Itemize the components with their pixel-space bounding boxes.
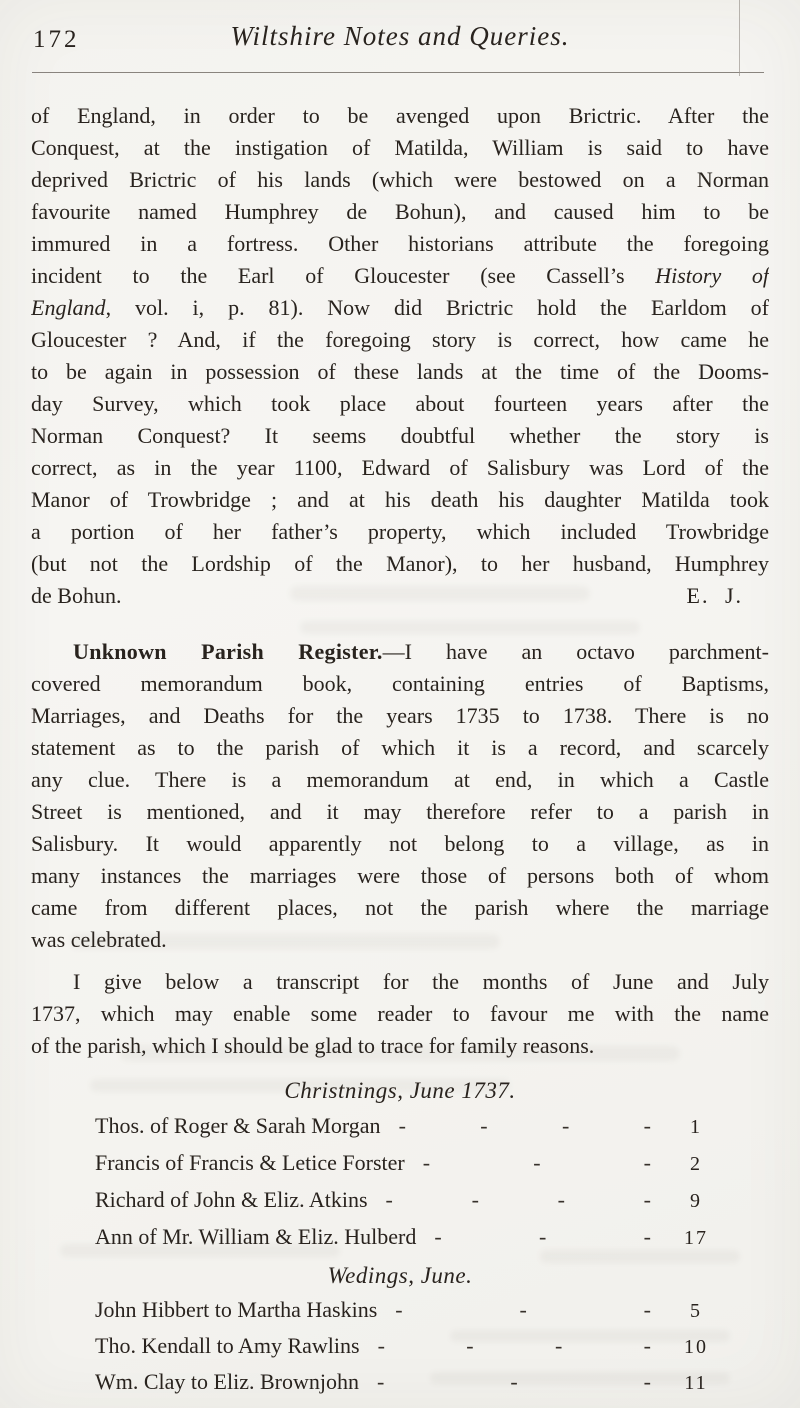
text-line: statement as to the parish of which it is a record, and scarcely <box>31 735 769 760</box>
text-line <box>31 260 769 292</box>
text-line: de Bohun. <box>31 583 122 608</box>
text-line: immured in a fortress. Other historians attribute the foregoing <box>31 231 769 256</box>
dash-leader: - - - <box>434 1224 651 1249</box>
wedings-list <box>95 1292 721 1400</box>
text-line: Conquest, at the instigation of Matilda, William is said to have <box>31 135 769 160</box>
text-line: favourite named Humphrey de Bohun), and caused him to be <box>31 199 769 224</box>
paragraph-lines <box>31 100 769 260</box>
dash-leader: - - - <box>422 1150 651 1175</box>
text-line: Norman Conquest? It seems doubtful whether the story is <box>31 423 769 448</box>
text-line <box>31 292 769 324</box>
text-line: covered memorandum book, containing entries of Baptisms, <box>31 671 769 696</box>
text-line: to be again in possession of these lands at the time of the Dooms- <box>31 359 769 384</box>
text-line: 1737, which may enable some reader to favour me with the name <box>31 1001 769 1026</box>
header-rule <box>32 72 764 73</box>
christnings-heading: Christnings, June 1737. <box>284 1078 516 1103</box>
entry-day-number: 10 <box>684 1336 708 1358</box>
register-row <box>95 1328 721 1364</box>
line-segment: —I have an octavo parchment- <box>382 639 769 664</box>
text-line: day Survey, which took place about fourteen years after the <box>31 391 769 416</box>
paragraph-lead-line <box>31 636 769 668</box>
register-row <box>95 1144 721 1181</box>
text-line: came from different places, not the parish where the marriage <box>31 895 769 920</box>
text-line: I give below a transcript for the months of June and July <box>73 969 769 994</box>
entry-name: Richard of John & Eliz. Atkins <box>95 1187 368 1212</box>
entry-day-number: 5 <box>690 1300 702 1322</box>
text-line: Gloucester ? And, if the foregoing story is correct, how came he <box>31 327 769 352</box>
register-row <box>95 1218 721 1255</box>
text-line: Street is mentioned, and it may therefore refer to a parish in <box>31 799 769 824</box>
opening-paragraph <box>31 100 769 612</box>
text-line: of the parish, which I should be glad to trace for family reasons. <box>31 1033 595 1058</box>
entry-name: Wm. Clay to Eliz. Brownjohn <box>95 1369 359 1394</box>
page-number: 172 <box>33 26 80 53</box>
line-segment: incident to the Earl of Gloucester (see Cassell’s <box>31 263 625 288</box>
entry-day-number: 1 <box>690 1116 702 1138</box>
page-content <box>31 100 769 1400</box>
text-line: a portion of her father’s property, which included Trowbridge <box>31 519 769 544</box>
scan-scratch-mark <box>739 0 740 76</box>
entry-name: Tho. Kendall to Amy Rawlins <box>95 1333 360 1358</box>
dash-leader: - - - <box>376 1369 651 1394</box>
parish-register-paragraph <box>31 636 769 956</box>
text-line: was celebrated. <box>31 927 167 952</box>
paragraph-lines <box>31 668 769 924</box>
text-line: (but not the Lordship of the Manor), to her husband, Humphrey <box>31 551 769 576</box>
register-row <box>95 1364 721 1400</box>
dash-leader: - - - - <box>385 1187 651 1212</box>
entry-day-number: 11 <box>684 1372 708 1394</box>
entry-name: Ann of Mr. William & Eliz. Hulberd <box>95 1224 417 1249</box>
entry-day-number: 2 <box>690 1153 702 1175</box>
entry-day-number: 17 <box>684 1227 708 1249</box>
register-row <box>95 1181 721 1218</box>
register-row <box>95 1292 721 1328</box>
entry-name: Francis of Francis & Letice Forster <box>95 1150 405 1175</box>
entry-heading-bold: Unknown Parish Register. <box>73 639 383 664</box>
dash-leader: - - - - <box>377 1333 651 1358</box>
text-line: any clue. There is a memorandum at end, in which a Castle <box>31 767 769 792</box>
book-title-italic: England <box>31 295 106 320</box>
text-line: of England, in order to be avenged upon Brictric. After the <box>31 103 769 128</box>
text-line: deprived Brictric of his lands (which were bestowed on a Norman <box>31 167 769 192</box>
text-line: Marriages, and Deaths for the years 1735 to 1738. There is no <box>31 703 769 728</box>
book-title-italic: History of <box>655 263 769 288</box>
paragraph-lines <box>31 324 769 580</box>
entry-day-number: 9 <box>690 1190 702 1212</box>
entry-name: John Hibbert to Martha Haskins <box>95 1297 378 1322</box>
running-head-title: Wiltshire Notes and Queries. <box>230 21 570 51</box>
text-line: Manor of Trowbridge ; and at his death his daughter Matilda took <box>31 487 769 512</box>
text-line: many instances the marriages were those of persons both of whom <box>31 863 769 888</box>
transcript-intro-paragraph <box>31 966 769 1062</box>
entry-name: Thos. of Roger & Sarah Morgan <box>95 1113 381 1138</box>
text-line: Salisbury. It would apparently not belong to a village, as in <box>31 831 769 856</box>
dash-leader: - - - <box>395 1297 651 1322</box>
contributor-initials: E. J. <box>686 583 743 608</box>
christnings-list <box>95 1107 721 1255</box>
signature-line <box>31 580 769 612</box>
register-row <box>95 1107 721 1144</box>
line-segment: , vol. i, p. 81). Now did Brictric hold the Earldom of <box>105 295 769 320</box>
wedings-heading: Wedings, June. <box>327 1263 473 1288</box>
dash-leader: - - - - <box>398 1113 651 1138</box>
text-line: correct, as in the year 1100, Edward of Salisbury was Lord of the <box>31 455 769 480</box>
